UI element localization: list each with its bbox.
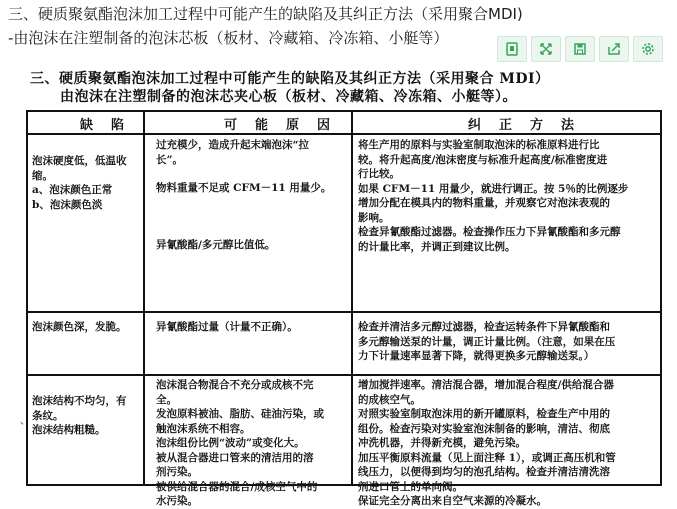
scan-title: 三、硬质聚氨酯泡沫加工过程中可能产生的缺陷及其纠正方法（采用聚合 MDI） — [30, 71, 550, 87]
row1-fix: 将生产用的原料与实验室制取泡沫的标准原料进行比 较。将升起高度/泡沫密度与标准升起高度/标准密度进 行比较。 如果 CFM－11 用量少，就进行调正。按 5％的比例逐步 增加分配在模具内的物料重量，并观察它对泡沫表观的 影响。 检查异氰酸酯过滤器。检查操作压力下异氰酸酯和多元醇 的计量比率，并调正到建议比例。 — [358, 139, 629, 253]
table-header — [28, 112, 660, 135]
column-divider — [143, 112, 145, 484]
header-fix: 纠正方法 — [468, 118, 593, 133]
column-divider — [351, 112, 353, 484]
page-title: 三、硬质聚氨酯泡沫加工过程中可能产生的缺陷及其纠正方法（采用聚合MDI) — [8, 5, 523, 23]
settings-button[interactable] — [633, 36, 663, 62]
row3-cause: 泡沫混合物混合不充分或成核不完 全。 发泡原料被油、脂肪、硅油污染，或 触泡沫系统不相容。 泡沫组份比例“波动”或变化大。 被从混合器进口管来的清洁用的溶 剂污染。 被供给混合器的混合/成核空气中的 水污染。 — [156, 379, 324, 507]
scan-subtitle: 由泡沫在注塑制备的泡沫芯夹心板（板材、冷藏箱、冷冻箱、小艇等）。 — [60, 89, 517, 105]
row3-defect: 泡沫结构不均匀，有 条纹。 泡沫结构粗糙。 — [32, 395, 127, 436]
save-button[interactable] — [565, 36, 595, 62]
row2-fix: 检查并清洁多元醇过滤器，检查运转条件下异氰酸酯和 多元醇输送泵的计量，调正计量比例。（注意，如果在压 力下计量速率显著下降，就得更换多元醇输送泵。） — [358, 321, 616, 362]
scanned-document — [0, 66, 677, 507]
header-cause: 可能原因 — [224, 118, 349, 133]
share-button[interactable] — [599, 36, 629, 62]
page-subtitle: -由泡沫在注塑制备的泡沫芯板（板材、冷藏箱、冷冻箱、小艇等） — [8, 29, 449, 47]
share-icon — [607, 42, 621, 56]
save-icon — [573, 42, 587, 56]
margin-mark: 、 — [20, 416, 30, 427]
expand-button[interactable] — [531, 36, 561, 62]
row2-cause: 异氰酸酯过量（计量不正确）。 — [156, 321, 298, 333]
row1-cause: 过充模少，造成升起末端泡沫“拉 长”。 物料重量不足或 CFM－11 用量少。 异氰酸酯/多元醇比值低。 — [156, 139, 332, 251]
row2-defect: 泡沫颜色深，发脆。 — [32, 321, 127, 333]
defect-table — [26, 110, 662, 507]
qr-button[interactable] — [497, 36, 527, 62]
expand-icon — [539, 42, 553, 56]
row-divider — [28, 374, 660, 376]
header-defect: 缺陷 — [80, 118, 143, 133]
settings-icon — [641, 42, 655, 56]
row1-defect: 泡沫硬度低，低温收 缩。 a、泡沫颜色正常 b、泡沫颜色淡 — [32, 155, 127, 211]
image-toolbar — [497, 36, 663, 64]
row3-fix: 增加搅拌速率。清洁混合器，增加混合程度/供给混合器 的成核空气。 对照实验室制取泡沫用的新开罐原料，检查生产中用的 组份。检查污染对实验室泡沫制备的影响，清洁、彻底 冲洗机器，并得新充模，避免污染。 加压平衡原料流量（见上面注释 1），或调正高压机和管 线压力，以便得到均匀的泡孔结构。检查并清洁清洗溶 剂进口管上的单向阀。 保证完全分离出来自空气来源的冷凝水。 — [358, 379, 616, 507]
qr-icon — [505, 42, 519, 56]
row-divider — [28, 311, 660, 313]
